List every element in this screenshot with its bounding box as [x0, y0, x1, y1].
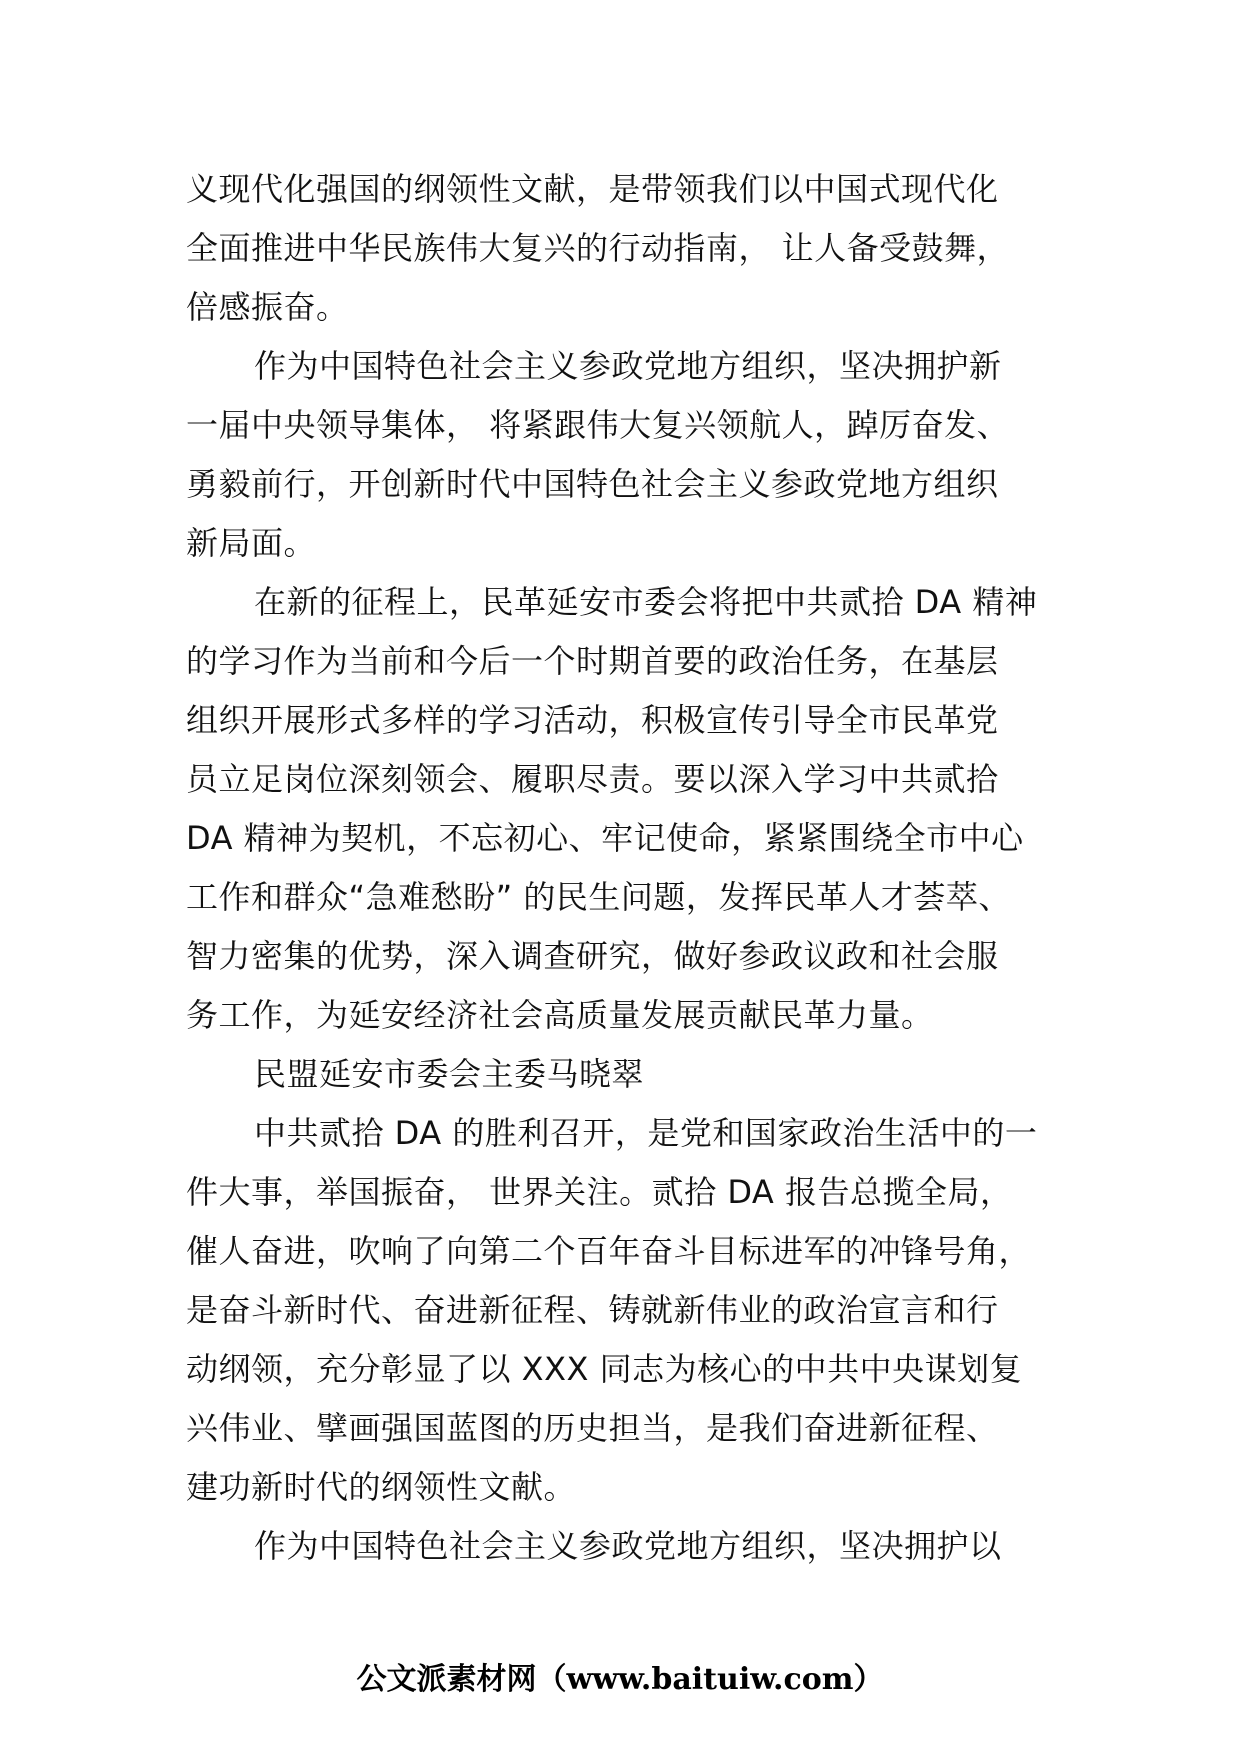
paragraph-first-line: 在新的征程上，民革延安市委会将把中共贰拾 DA 精神: [254, 583, 1038, 621]
text-line: 务工作，为延安经济社会高质量发展贡献民革力量。: [186, 996, 934, 1034]
text-line: 建功新时代的纲领性文献。: [186, 1468, 577, 1506]
text-line: DA 精神为契机，不忘初心、牢记使命，紧紧围绕全市中心: [186, 819, 1024, 857]
text-line: 勇毅前行，开创新时代中国特色社会主义参政党地方组织: [186, 465, 999, 503]
text-line: 新局面。: [186, 524, 317, 562]
text-line: 是奋斗新时代、奋进新征程、铸就新伟业的政治宣言和行: [186, 1291, 999, 1329]
text-line: 动纲领，充分彰显了以 XXX 同志为核心的中共中央谋划复: [186, 1350, 1023, 1388]
text-line: 一届中央领导集体， 将紧跟伟大复兴领航人，踔厉奋发、: [186, 406, 1010, 444]
text-line: 工作和群众“急难愁盼” 的民生问题，发挥民革人才荟萃、: [186, 878, 1011, 916]
text-line: 义现代化强国的纲领性文献，是带领我们以中国式现代化: [186, 170, 999, 208]
speaker-heading: 民盟延安市委会主委马晓翠: [254, 1055, 645, 1093]
paragraph-first-line: 作为中国特色社会主义参政党地方组织，坚决拥护新: [254, 347, 1002, 385]
text-line: 催人奋进，吹响了向第二个百年奋斗目标进军的冲锋号角，: [186, 1232, 1032, 1270]
text-line: 倍感振奋。: [186, 288, 349, 326]
text-line: 智力密集的优势，深入调查研究，做好参政议政和社会服: [186, 937, 999, 975]
text-line: 全面推进中华民族伟大复兴的行动指南， 让人备受鼓舞，: [186, 229, 1010, 267]
text-line: 件大事，举国振奋， 世界关注。贰拾 DA 报告总揽全局，: [186, 1173, 1013, 1211]
paragraph-first-line: 作为中国特色社会主义参政党地方组织，坚决拥护以: [254, 1527, 1002, 1565]
text-line: 兴伟业、擘画强国蓝图的历史担当，是我们奋进新征程、: [186, 1409, 999, 1447]
footer-watermark-text: 公文派素材网（www.baituiw.com）: [356, 1662, 884, 1697]
document-body: [186, 160, 1066, 1576]
text-line: 组织开展形式多样的学习活动，积极宣传引导全市民革党: [186, 701, 999, 739]
text-line: 的学习作为当前和今后一个时期首要的政治任务，在基层: [186, 642, 999, 680]
paragraph-first-line: 中共贰拾 DA 的胜利召开，是党和国家政治生活中的一: [254, 1114, 1038, 1152]
text-line: 员立足岗位深刻领会、履职尽责。要以深入学习中共贰拾: [186, 760, 999, 798]
